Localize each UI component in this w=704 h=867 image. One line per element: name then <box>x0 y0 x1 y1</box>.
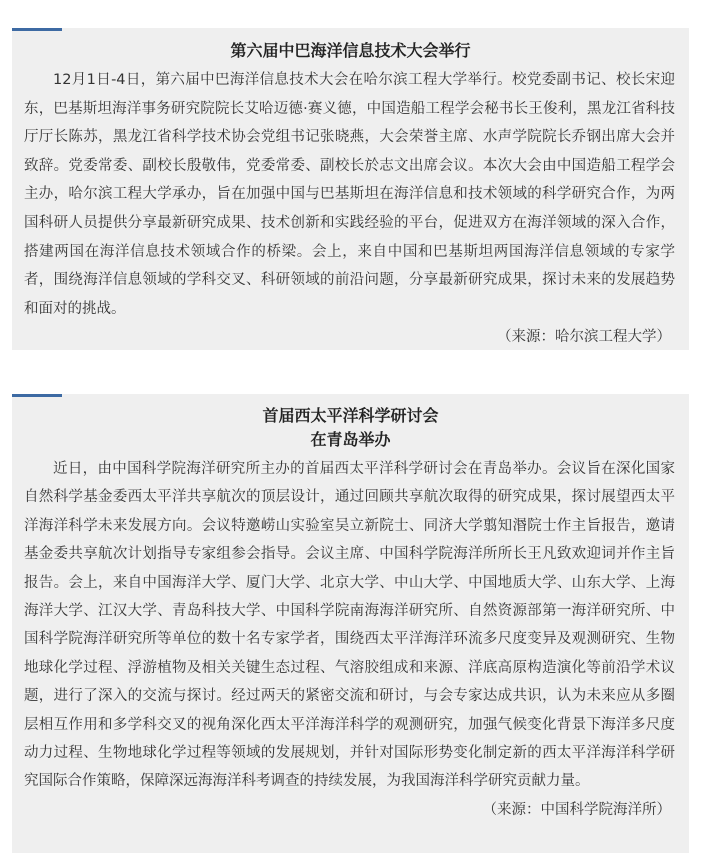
news-card-1 <box>12 28 689 350</box>
card-accent-bar <box>12 394 62 397</box>
article-source: （来源：中国科学院海洋所） <box>482 801 671 818</box>
article-title: 第六届中巴海洋信息技术大会举行 <box>230 41 471 60</box>
news-card-2 <box>12 394 689 853</box>
article-title-line-1: 首届西太平洋科学研讨会 <box>262 406 439 425</box>
article-title <box>12 394 689 452</box>
article-title-line-2: 在青岛举办 <box>310 430 391 449</box>
article-body: 近日，由中国科学院海洋研究所主办的首届西太平洋科学研讨会在青岛举办。会议旨在深化国家自然科学基金委西太平洋共享航次的顶层设计，通过回顾共享航次取得的研究成果，探讨展望西太平洋海洋科学未来发展方向。会议特邀崂山实验室吴立新院士、同济大学翦知湣院士作主旨报告，邀请基金委共享航次计划指导专家组参会指导。会议主席、中国科学院海洋所所长王凡致欢迎词并作主旨报告。会上，来自中国海洋大学、厦门大学、北京大学、中山大学、中国地质大学、山东大学、上海海洋大学、江汉大学、青岛科技大学、中国科学院南海海洋研究所、自然资源部第一海洋研究所、中国科学院海洋研究所等单位的数十名专家学者，围绕西太平洋海洋环流多尺度变异及观测研究、生物地球化学过程、浮游植物及相关关键生态过程、气溶胶组成和来源、洋底高原构造演化等前沿学术议题，进行了深入的交流与探讨。经过两天的紧密交流和研讨，与会专家达成共识，认为未来应从多圈层相互作用和多学科交叉的视角深化西太平洋海洋科学的观测研究，加强气候变化背景下海洋多尺度动力过程、生物地球化学过程等领域的发展规划，并针对国际形势变化制定新的西太平洋海洋科学研究国际合作策略，保障深远海海洋科考调查的持续发展，为我国海洋科学研究贡献力量。 <box>24 461 675 790</box>
card-accent-bar <box>12 28 62 31</box>
article-body: 12月1日-4日，第六届中巴海洋信息技术大会在哈尔滨工程大学举行。校党委副书记、校长宋迎东，巴基斯坦海洋事务研究院院长艾哈迈德·赛义德，中国造船工程学会秘书长王俊利，黑龙江省科技厅厅长陈苏，黑龙江省科学技术协会党组书记张晓燕，大会荣誉主席、水声学院院长乔钢出席大会并致辞。党委常委、副校长殷敬伟，党委常委、副校长於志文出席会议。本次大会由中国造船工程学会主办，哈尔滨工程大学承办，旨在加强中国与巴基斯坦在海洋信息和技术领域的科学研究合作，为两国科研人员提供分享最新研究成果、技术创新和实践经验的平台，促进双方在海洋领域的深入合作，搭建两国在海洋信息技术领域合作的桥梁。会上，来自中国和巴基斯坦两国海洋信息领域的专家学者，围绕海洋信息领域的学科交叉、科研领域的前沿问题，分享最新研究成果，探讨未来的发展趋势和面对的挑战。 <box>24 72 675 317</box>
article-source: （来源：哈尔滨工程大学） <box>497 329 671 346</box>
